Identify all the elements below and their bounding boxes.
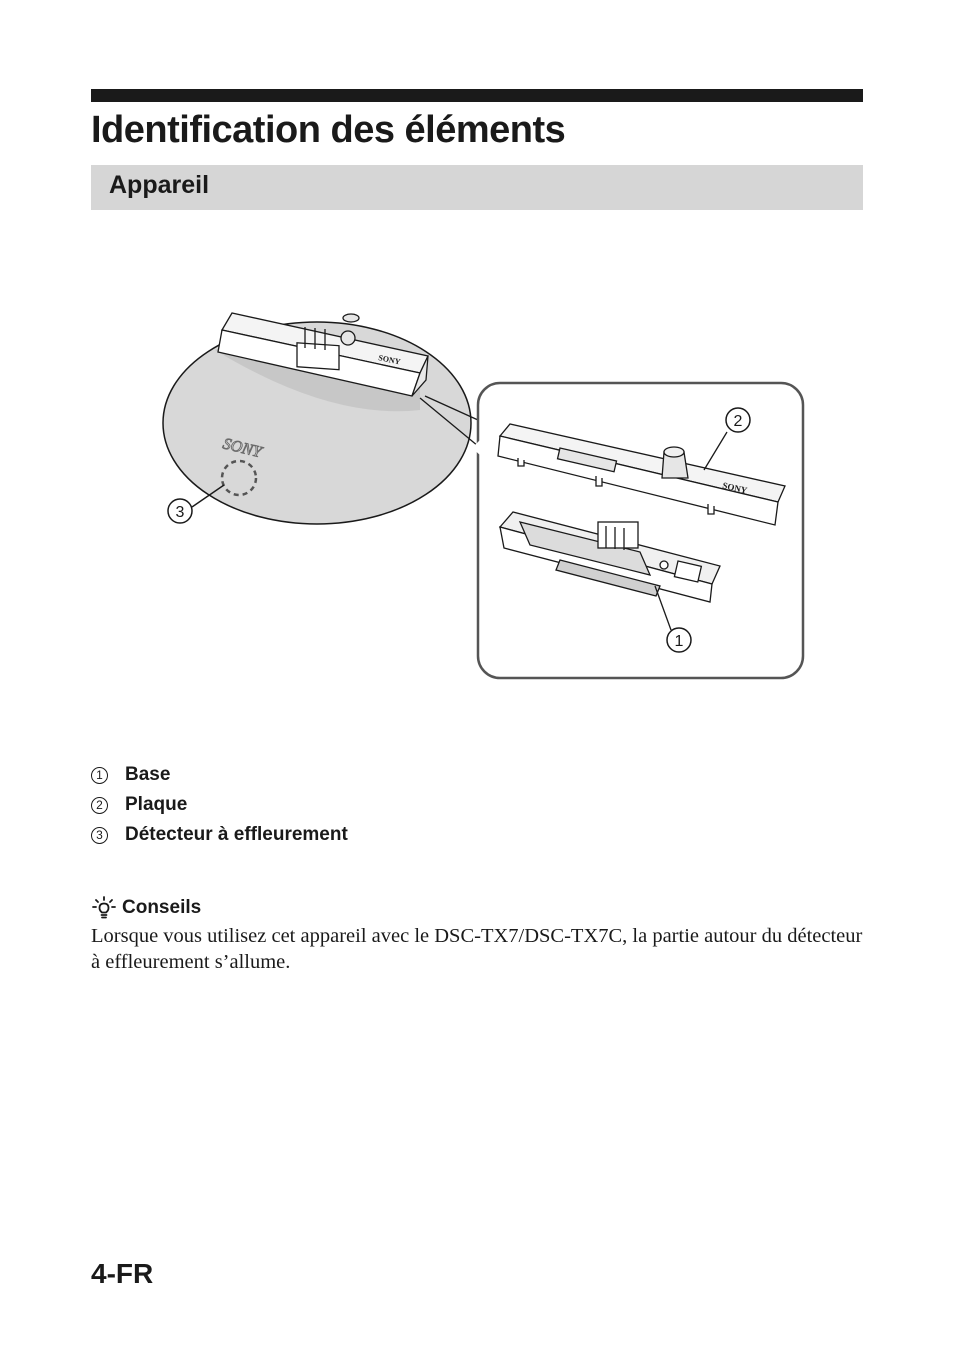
section-title: Appareil — [109, 171, 210, 199]
tips-section — [91, 893, 863, 975]
legend-number: 1 — [91, 767, 108, 784]
legend-label: Détecteur à effleurement — [125, 824, 348, 845]
tips-heading: Conseils — [122, 897, 202, 918]
plate-logo-small: SONY — [377, 353, 402, 367]
tips-body: Lorsque vous utilisez cet appareil avec le DSC-TX7/DSC-TX7C, la partie autour du détecteur à effleurement s’allume. — [91, 925, 863, 973]
plate-logo: SONY — [721, 480, 749, 496]
legend-item-base — [91, 760, 348, 790]
legend-label: Plaque — [125, 794, 188, 815]
legend-item-plaque — [91, 790, 348, 820]
legend-number: 2 — [91, 797, 108, 814]
tips-heading-row — [91, 893, 863, 923]
legend-number: 3 — [91, 827, 108, 844]
callout-3-label: 3 — [175, 504, 185, 521]
callout-1-label: 1 — [674, 633, 684, 650]
lightbulb-icon — [91, 895, 117, 921]
legend-item-touch-sensor — [91, 820, 348, 850]
page-title: Identification des éléments — [91, 109, 566, 151]
base-logo: SONY — [221, 435, 264, 462]
parts-legend — [91, 760, 348, 850]
callout-2-label: 2 — [733, 413, 743, 430]
page-number: 4-FR — [91, 1258, 154, 1289]
legend-label: Base — [125, 764, 171, 785]
